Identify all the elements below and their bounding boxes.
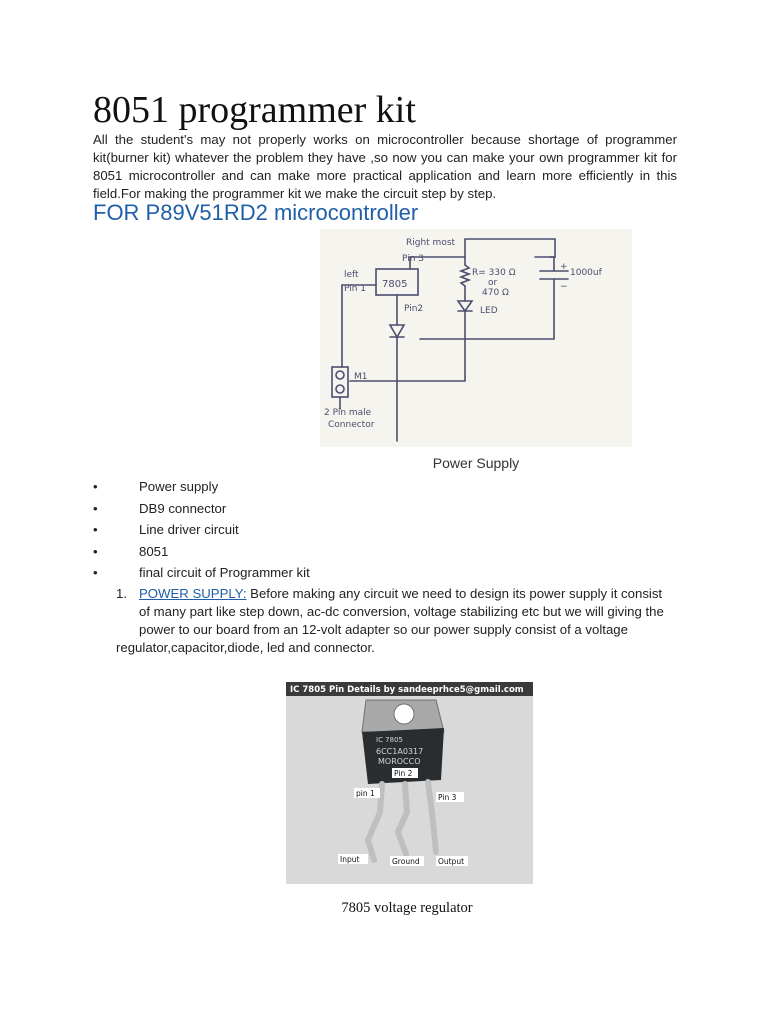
label-photo-output: Output: [438, 857, 465, 866]
chip-text-3: MOROCCO: [378, 757, 421, 766]
bullet-icon: •: [93, 479, 98, 494]
bullet-icon: •: [93, 522, 98, 537]
label-pin2: Pin2: [404, 304, 424, 314]
page-title: 8051 programmer kit: [93, 89, 416, 131]
list-item-text: DB9 connector: [139, 500, 227, 516]
list-item-text: 8051: [139, 543, 169, 559]
power-supply-schematic: [320, 229, 632, 447]
figure-caption-regulator: 7805 voltage regulator: [341, 900, 473, 916]
section-line-3: power to our board from an 12-volt adapter so our power supply consist of a voltage: [139, 622, 628, 637]
label-photo-input: Input: [340, 855, 360, 864]
bullet-icon: •: [93, 543, 98, 559]
section-power-supply: [116, 585, 678, 657]
photo-banner: IC 7805 Pin Details by sandeeprhce5@gmail.com: [290, 685, 524, 695]
section-line-1: Before making any circuit we need to design its power supply it consist: [246, 586, 663, 601]
label-right-most: Right most: [406, 238, 456, 248]
label-connector-note1: 2 Pin male: [324, 408, 372, 418]
label-photo-pin1: pin 1: [356, 789, 375, 798]
regulator-drawing: [286, 682, 533, 884]
label-pin1: Pin 1: [344, 284, 367, 294]
intro-paragraph: All the student's may not properly works on microcontroller because shortage of programmer kit(burner kit) whatever the problem they have ,so now you can make your own programmer kit for 8051 microcontroller and can make more practical application and learn more efficiently in this field.For making the programmer kit we make the circuit step by step.: [93, 132, 677, 201]
label-capacitor: 1000uf: [570, 268, 602, 278]
schematic-drawing: [320, 229, 632, 447]
label-photo-ground: Ground: [392, 857, 420, 866]
label-photo-pin3: Pin 3: [438, 793, 457, 802]
list-item-text: Power supply: [139, 479, 219, 494]
label-photo-pin2: Pin 2: [394, 769, 413, 778]
label-connector-m1: M1: [354, 372, 368, 382]
regulator-photo: [286, 682, 533, 884]
section-number: 1.: [116, 586, 127, 601]
label-resistor-alt: 470 Ω: [482, 288, 509, 298]
section-line-2: of many part like step down, ac-dc conversion, voltage stabilizing etc but we will giving the: [139, 604, 664, 619]
list-item-text: final circuit of Programmer kit: [139, 565, 310, 580]
label-led: LED: [480, 306, 498, 316]
list-item-text: Line driver circuit: [139, 522, 239, 537]
chip-text-1: IC 7805: [376, 736, 403, 744]
label-resistor-or: or: [488, 278, 498, 288]
label-left: left: [344, 270, 359, 280]
section-subheading: FOR P89V51RD2 microcontroller: [93, 200, 419, 225]
label-pin3: Pin 3: [402, 254, 425, 264]
label-minus: −: [560, 282, 568, 292]
power-supply-link[interactable]: POWER SUPPLY:: [139, 586, 247, 601]
section-line-4: regulator,capacitor,diode, led and connector.: [116, 640, 375, 655]
label-connector-note2: Connector: [328, 420, 375, 430]
bullet-icon: •: [93, 565, 98, 580]
chip-text-2: 6CC1A0317: [376, 747, 424, 756]
label-plus: +: [560, 262, 568, 272]
figure-caption-power-supply: Power Supply: [432, 455, 520, 471]
bullet-icon: •: [93, 500, 98, 516]
label-ic-7805: 7805: [382, 279, 408, 290]
label-resistor: R= 330 Ω: [472, 268, 516, 278]
